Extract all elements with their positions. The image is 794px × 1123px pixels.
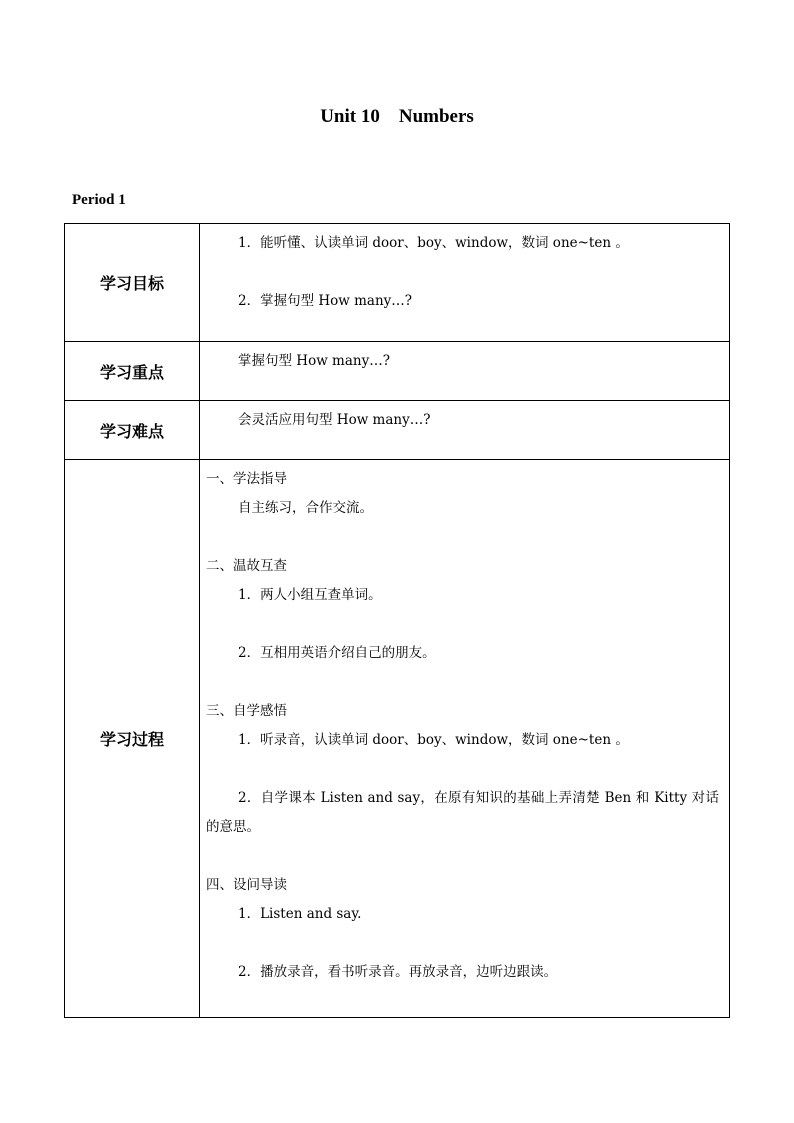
section-3-item-1: 1．听录音，认读单词 door、boy、window，数词 one~ten 。	[238, 732, 629, 748]
process-label: 学习过程	[65, 460, 200, 1018]
goals-label: 学习目标	[65, 224, 200, 342]
section-4-item-1: 1．Listen and say.	[238, 906, 362, 922]
difficulty-content	[200, 401, 730, 460]
key-text: 掌握句型 How many…?	[238, 353, 390, 369]
goals-content	[200, 224, 730, 342]
section-1-text: 自主练习，合作交流。	[238, 500, 373, 516]
process-content	[200, 460, 730, 1018]
page-title: Unit 10 Numbers	[320, 106, 474, 127]
lesson-plan-table	[64, 223, 730, 1018]
section-2-item-1: 1．两人小组互查单词。	[238, 587, 382, 603]
section-3-heading: 三、自学感悟	[206, 703, 287, 719]
table-row-process	[65, 460, 730, 1018]
table-row-difficulty	[65, 401, 730, 460]
section-3-item-2: 2．自学课本 Listen and say，在原有知识的基础上弄清楚 Ben 和 Kitty 对话的意思。	[206, 790, 719, 835]
difficulty-label: 学习难点	[65, 401, 200, 460]
section-2-heading: 二、温故互查	[206, 558, 287, 574]
table-row-key	[65, 342, 730, 401]
difficulty-text: 会灵活应用句型 How many…?	[238, 412, 431, 428]
section-4-item-2: 2．播放录音，看书听录音。再放录音，边听边跟读。	[238, 964, 558, 980]
key-label: 学习重点	[65, 342, 200, 401]
goals-item-1: 1．能听懂、认读单词 door、boy、window，数词 one~ten 。	[238, 235, 629, 251]
period-heading: Period 1	[72, 192, 126, 208]
section-4-heading: 四、设问导读	[206, 877, 287, 893]
section-2-item-2: 2．互相用英语介绍自己的朋友。	[238, 645, 436, 661]
section-1-heading: 一、学法指导	[206, 471, 287, 487]
goals-item-2: 2．掌握句型 How many…?	[238, 293, 413, 309]
table-row-goals	[65, 224, 730, 342]
key-content	[200, 342, 730, 401]
